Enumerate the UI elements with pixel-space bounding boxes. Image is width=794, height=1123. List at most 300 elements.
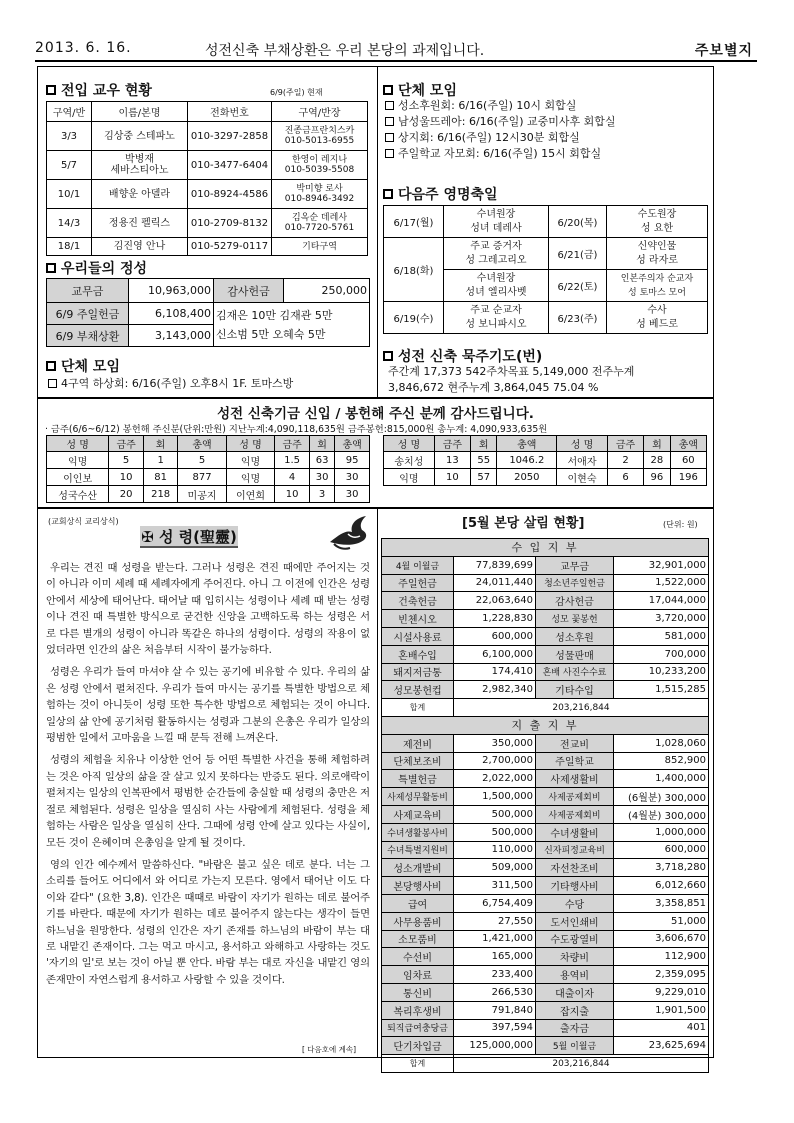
table-cell: 박병재 세바스티아노 [92,151,188,180]
item-amount: 51,000 [614,912,709,930]
feast-saint: 수도원장 성 요한 [607,206,708,238]
finance-title: [5월 본당 살림 현황] [462,516,585,531]
bulletin-title: 주보별지 [694,43,753,59]
table-cell: 5 [109,452,144,469]
table-cell: 20 [109,486,144,503]
column-header: 금주 [275,436,310,452]
square-bullet-icon [46,361,56,371]
item-label: 성모봉헌컵 [382,681,454,699]
table-row [382,1037,709,1055]
table-cell: 18/1 [47,238,92,256]
column-header: 이름/본명 [92,102,188,122]
rosary-line-2: 3,846,672 현주누계 3,864,045 75.04 % [388,381,599,394]
rosary-heading: 성전 신축 묵주기도(번) [383,346,542,366]
item-amount: 77,839,699 [454,556,536,574]
item-amount: 1,901,500 [614,1001,709,1019]
item-label: 돼지저금통 [382,663,454,681]
table-cell: 010-5279-0117 [188,238,272,256]
square-bullet-icon [46,85,56,95]
item-label: 수녀특별지원비 [382,841,454,859]
item-label: 제전비 [382,734,454,752]
item-amount: 600,000 [614,841,709,859]
checkbox-icon [48,379,57,388]
feast-date: 6/21(금) [549,238,607,270]
column-header: 총액 [497,436,557,452]
column-header: 성 명 [557,436,608,452]
item-amount: 1,000,000 [614,823,709,841]
item-label: 잡지출 [536,1001,614,1019]
item-amount: 1,400,000 [614,770,709,788]
column-header: 금주 [434,436,470,452]
item-label: 단기차입금 [382,1037,454,1055]
item-label: 임차료 [382,966,454,984]
page-header [35,36,757,62]
table-cell: 김진영 안나 [92,238,188,256]
item-amount: 397,594 [454,1019,536,1037]
column-header: 구역/반장 [272,102,368,122]
teacher-date-note: 6/9(주일) 현재 [270,88,323,97]
article-paragraph: 영의 인간 예수께서 말씀하신다. "바람은 불고 싶은 데로 분다. 너는 그 소리를 들어도 어디에서 와 어디로 가는지 모른다. 영에서 태어난 이도 다 이와 같다" (요한 3,8). 인간은 때때로 바람이 자기가 원하는 데로 불어주기를 바란다. 때문에 자기가 원하는 데로 불어주지 않는다는 생각이 들면 하느님을 원망한다. 성령의 인간은 자기 존재를 하느님의 바람이 부는 대로 내맡긴 존재이다. 그는 먹고 마시고, 용서하고 와해하고 사랑하는 것도 '자기의 일'로 보는 것이 아닐 뿐 안다. 바람 부는 대로 자신을 내맡긴 영의 존재만이 자연스럽게 용서하고 사랑할 수 있을 것이다. [46,858,370,986]
column-divider [377,66,378,398]
table-cell: 이현숙 [557,469,608,486]
table-row [47,122,368,151]
item-amount: 581,000 [614,627,709,645]
item-amount: 500,000 [454,823,536,841]
item-label: 수녀생활봉사비 [382,823,454,841]
item-label: 본당행사비 [382,877,454,895]
fund-left-table [46,435,370,503]
article-title: 성 령(聖靈) [158,528,237,546]
feast-date: 6/18(화) [384,238,444,302]
finance-unit: (단위: 원) [663,520,698,529]
item-label: 통신비 [382,983,454,1001]
table-row [382,734,709,752]
item-amount: 3,606,670 [614,930,709,948]
item-amount: 6,012,660 [614,877,709,895]
item-amount: 311,500 [454,877,536,895]
item-amount: 32,901,000 [614,556,709,574]
table-cell: 10 [109,469,144,486]
fund-right-table [383,435,707,486]
item-label: 자선찬조비 [536,859,614,877]
feast-saint: 주교 순교자 성 보니파시오 [444,302,549,334]
item-amount: 233,400 [454,966,536,984]
table-cell: 63 [309,452,334,469]
feast-date: 6/23(주) [549,302,607,334]
item-amount: 2,700,000 [454,752,536,770]
table-row [382,770,709,788]
parish-motto: 성전신축 부채상환은 우리 본당의 과제입니다. [205,43,485,59]
item-amount: 2,359,095 [614,966,709,984]
item-label: 소모품비 [382,930,454,948]
feast-saint: 수녀원장 성녀 데레사 [444,206,549,238]
total-label: 합계 [382,699,454,717]
item-label: 전교비 [536,734,614,752]
item-amount: 1,515,285 [614,681,709,699]
table-row [382,556,709,574]
article-title-box [140,526,238,548]
item-amount: 791,840 [454,1001,536,1019]
total-row [382,1055,709,1073]
table-cell: 30 [335,486,370,503]
section-title: 수 입 지 부 [382,539,709,557]
table-row [382,823,709,841]
offering-heading: 우리들의 정성 [46,258,147,278]
table-cell: 3/3 [47,122,92,151]
table-cell: 익명 [226,469,274,486]
column-header: 구역/반 [47,102,92,122]
square-bullet-icon [383,85,393,95]
item-label: 성모 꽃봉헌 [536,610,614,628]
item-amount: 700,000 [614,645,709,663]
item-label: 성소후원 [536,627,614,645]
group-left-item: 4구역 하상회: 6/16(주일) 오후8시 1F. 토마스방 [48,376,293,392]
item-label: 혼배 사진수수료 [536,663,614,681]
item-amount: 3,358,851 [614,894,709,912]
checkbox-icon [385,117,394,126]
table-row [382,592,709,610]
table-row [382,966,709,984]
total-row [382,699,709,717]
column-header: 회 [309,436,334,452]
group-item: 성소후원회: 6/16(주일) 10시 회합실 [385,98,616,114]
table-cell: 서애자 [557,452,608,469]
table-cell: 13 [434,452,470,469]
column-divider [377,508,378,1058]
fund-summary: · 금주(6/6~6/12) 봉헌해 주신분(단위:만원) 지난누계:4,090,118,635원 금주봉헌:815,000원 총누계: 4,090,933,635원 [45,424,548,435]
table-cell: 95 [335,452,370,469]
item-label: 사제교육비 [382,805,454,823]
item-amount: 1,500,000 [454,788,536,806]
table-cell: 2 [607,452,643,469]
group-left-heading: 단체 모임 [46,356,120,376]
item-amount: 852,900 [614,752,709,770]
table-header-row [384,436,707,452]
item-amount: 23,625,694 [614,1037,709,1055]
item-label: 수녀생활비 [536,823,614,841]
group-item: 남성울뜨레아: 6/16(주일) 교중미사후 회합실 [385,114,616,130]
table-row [47,452,370,469]
checkbox-icon [385,149,394,158]
group-right-heading: 단체 모임 [383,80,457,100]
feast-date: 6/20(목) [549,206,607,238]
item-amount: 266,530 [454,983,536,1001]
section-title: 지 출 지 부 [382,716,709,734]
feast-table [383,205,708,334]
table-cell: 1.5 [275,452,310,469]
item-label: 퇴직급여충당금 [382,1019,454,1037]
group-item: 주일학교 자모회: 6/16(주일) 15시 회합실 [385,146,616,162]
item-label: 교무금 [536,556,614,574]
table-cell: 이인보 [47,469,109,486]
table-cell: 57 [471,469,497,486]
offering-table [46,278,370,347]
table-cell: 김옥순 데레사 010-7720-5761 [272,209,368,238]
table-row [382,983,709,1001]
article-paragraph: 성령의 체험을 치유나 이상한 언어 등 어떤 특별한 사건을 통해 체험하려는 것은 아직 일상의 삶을 잘 살고 있지 못하다는 반증도 된다. 의로애락이 펼쳐지는 일상의 인복판에서 평범한 순간들에 충실할 때 성령의 충만은 저절로 체험된다. 성령은 일상을 열심히 사는 사람에게 체험된다. 성령을 체험하는 사람은 일상을 열심히 산다. 그때에 성령 안에 살고 있다는 사실이, 모든 것이 은혜이며 은총임을 알게 될 것이다. [46,754,370,849]
table-cell: 2050 [497,469,557,486]
feast-date: 6/19(수) [384,302,444,334]
column-header: 성 명 [47,436,109,452]
table-cell: 14/3 [47,209,92,238]
table-row [382,574,709,592]
table-cell: 010-3297-2858 [188,122,272,151]
table-cell: 218 [143,486,177,503]
item-label: 도서인쇄비 [536,912,614,930]
table-cell: 박미향 로사 010-8946-3492 [272,180,368,209]
item-amount: 1,522,000 [614,574,709,592]
table-row [384,452,707,469]
table-row [47,486,370,503]
article-continued: [ 다음호에 계속] [302,1045,357,1054]
rosary-line-1: 주간계 17,373 542주차목표 5,149,000 전주누계 [388,365,635,378]
item-amount: 3,718,280 [614,859,709,877]
item-label: 기타행사비 [536,877,614,895]
item-label: 시설사용료 [382,627,454,645]
table-cell: 81 [143,469,177,486]
item-amount: 1,228,830 [454,610,536,628]
item-label: 차량비 [536,948,614,966]
feast-saint: 수녀원장 성녀 엘리사벳 [444,270,549,302]
item-amount: 27,550 [454,912,536,930]
feast-saint: 신약인물 성 라자로 [607,238,708,270]
item-label: 수당 [536,894,614,912]
checkbox-icon [385,101,394,110]
item-label: 신자피정교육비 [536,841,614,859]
item-amount: 6,754,409 [454,894,536,912]
offering-label: 교무금 [47,279,129,303]
table-row [382,805,709,823]
table-cell: 28 [644,452,670,469]
table-cell: 1 [143,452,177,469]
table-cell: 익명 [226,452,274,469]
table-row [382,645,709,663]
column-header: 총액 [335,436,370,452]
table-cell: 10/1 [47,180,92,209]
table-cell: 진종금프란치스카 010-5013-6955 [272,122,368,151]
table-row [382,841,709,859]
group-item: 상지회: 6/16(주일) 12시30분 회합실 [385,130,616,146]
item-label: 급여 [382,894,454,912]
table-row [382,627,709,645]
column-header: 회 [471,436,497,452]
table-row [47,180,368,209]
column-header: 성 명 [384,436,435,452]
table-cell: 배향운 아델라 [92,180,188,209]
column-header: 회 [644,436,670,452]
table-row [382,859,709,877]
thanks-donors: 김재은 10만 김재관 5만 신소범 5만 오혜숙 5만 [214,303,370,347]
table-row [382,877,709,895]
column-header: 성 명 [226,436,274,452]
group-right-list [385,98,616,162]
table-cell: 10 [275,486,310,503]
item-label: 사무용품비 [382,912,454,930]
table-cell: 010-2709-8132 [188,209,272,238]
item-label: 4월 이월금 [382,556,454,574]
item-label: 기타수입 [536,681,614,699]
item-label: 성물판매 [536,645,614,663]
table-cell: 010-3477-6404 [188,151,272,180]
teacher-heading: 전입 교우 현황 [46,80,152,100]
item-label: 대출이자 [536,983,614,1001]
feast-heading: 다음주 영명축일 [383,184,498,204]
offering-value: 6,108,400 [129,303,214,325]
item-label: 용역비 [536,966,614,984]
item-label: 특별헌금 [382,770,454,788]
feast-saint: 수사 성 베드로 [607,302,708,334]
table-cell: 김상중 스테파노 [92,122,188,151]
table-row [382,752,709,770]
column-header: 금주 [607,436,643,452]
item-amount: 600,000 [454,627,536,645]
item-amount: 10,233,200 [614,663,709,681]
column-header: 전화번호 [188,102,272,122]
item-amount: 112,900 [614,948,709,966]
table-cell: 한영이 레지나 010-5039-5508 [272,151,368,180]
fund-title: 성전 신축기금 신입 / 봉헌해 주신 분께 감사드립니다. [217,406,534,422]
article-paragraph: 성령은 우리가 들여 마셔야 살 수 있는 공기에 비유할 수 있다. 우리의 삶은 성령 안에서 펼쳐진다. 우리가 들여 마시는 공기를 특별한 방법으로 체험하는 것이 아니듯이 성령 또한 특수한 방법으로 체험되는 것이 아니다. 일상의 삶 안에 공기처럼 활동하시는 성령과 그분의 은총은 우리가 일상의 평범한 일에서 고마움을 느낄 때 문득 전해 느껴온다. [46,666,370,745]
table-header-row [47,102,368,122]
offering-label: 6/9 부채상환 [47,325,129,347]
thanks-value: 250,000 [284,279,370,303]
table-row [382,912,709,930]
square-bullet-icon [383,189,393,199]
item-label: 수선비 [382,948,454,966]
item-label: 사제생활비 [536,770,614,788]
total-value: 203,216,844 [454,1055,709,1073]
offering-value: 10,963,000 [129,279,214,303]
item-amount: 2,982,340 [454,681,536,699]
item-amount: 509,000 [454,859,536,877]
table-row [382,930,709,948]
feast-date: 6/17(월) [384,206,444,238]
square-bullet-icon [383,351,393,361]
item-amount: 125,000,000 [454,1037,536,1055]
item-amount: 17,044,000 [614,592,709,610]
table-row [47,469,370,486]
article-body [46,560,370,994]
section-title-row [382,539,709,557]
item-label: 출자금 [536,1019,614,1037]
table-cell: 5 [178,452,226,469]
item-label: 성소개발비 [382,859,454,877]
table-cell: 10 [434,469,470,486]
item-amount: 500,000 [454,805,536,823]
offering-label: 6/9 주일헌금 [47,303,129,325]
article-paragraph: 우리는 견진 때 성령을 받는다. 그러나 성령은 견진 때에만 주어지는 것이 아니라 이미 세례 때 세례자에게 주어진다. 아니 그 이전에 인간은 성령 안에서 세상에 태어난다. 태어날 때 입히시는 성령이나 세례 때 받는 성령이나 견진 때 특별한 방식으로 굳건한 신앙을 고백하도록 하는 성령은 서로 다른 별개의 성령이 아니라 똑같은 하나의 성령이다. 성령의 작용이 없었더라면 인간의 삶은 처음부터 시작이 불가능하다. [46,562,370,657]
table-row [47,209,368,238]
item-amount: 110,000 [454,841,536,859]
item-amount: 9,229,010 [614,983,709,1001]
section-title-row [382,716,709,734]
item-label: 혼배수입 [382,645,454,663]
table-cell: 이연희 [226,486,274,503]
table-row [47,151,368,180]
table-row [382,1001,709,1019]
table-cell: 30 [309,469,334,486]
column-header: 총액 [670,436,706,452]
table-cell: 55 [471,452,497,469]
column-header: 회 [143,436,177,452]
table-cell: 익명 [384,469,435,486]
item-label: 사제성무활동비 [382,788,454,806]
table-cell: 3 [309,486,334,503]
item-amount: (4월분) 300,000 [614,805,709,823]
table-cell: 96 [644,469,670,486]
feast-saint: 주교 증거자 성 그레고리오 [444,238,549,270]
table-cell: 정용진 펠릭스 [92,209,188,238]
total-label: 합계 [382,1055,454,1073]
table-row [382,663,709,681]
checkbox-icon [385,133,394,142]
column-header: 금주 [109,436,144,452]
item-amount: 174,410 [454,663,536,681]
item-label: 수도광열비 [536,930,614,948]
item-amount: (6월분) 300,000 [614,788,709,806]
table-cell: 1046.2 [497,452,557,469]
table-cell: 196 [670,469,706,486]
bulletin-date: 2013. 6. 16. [35,40,132,56]
item-label: 5월 이월금 [536,1037,614,1055]
table-header-row [47,436,370,452]
table-cell: 60 [670,452,706,469]
table-row [384,469,707,486]
item-amount: 2,022,000 [454,770,536,788]
feast-saint: 인본주의자 순교자 성 토마스 모어 [607,270,708,302]
dove-icon [326,512,370,552]
table-cell: 송치성 [384,452,435,469]
table-cell: 4 [275,469,310,486]
item-amount: 350,000 [454,734,536,752]
offering-value: 3,143,000 [129,325,214,347]
table-cell: 010-8924-4586 [188,180,272,209]
item-amount: 6,100,000 [454,645,536,663]
finance-table [381,538,709,1073]
table-cell: 미공지 [178,486,226,503]
square-bullet-icon [46,263,56,273]
item-amount: 401 [614,1019,709,1037]
item-label: 건축헌금 [382,592,454,610]
item-label: 빈첸시오 [382,610,454,628]
item-amount: 165,000 [454,948,536,966]
item-label: 사제공제회비 [536,805,614,823]
table-row [382,788,709,806]
item-label: 청소년주일헌금 [536,574,614,592]
feast-date: 6/22(토) [549,270,607,302]
table-row [382,610,709,628]
item-amount: 24,011,440 [454,574,536,592]
cross-icon: ✠ [141,528,154,546]
item-amount: 22,063,640 [454,592,536,610]
item-label: 사제공제회비 [536,788,614,806]
column-header: 총액 [178,436,226,452]
item-amount: 1,421,000 [454,930,536,948]
transfer-table [46,101,368,256]
article-tag: (교회상식 교리상식) [48,517,119,526]
table-cell: 익명 [47,452,109,469]
item-label: 단체보조비 [382,752,454,770]
table-cell: 성국수산 [47,486,109,503]
table-cell: 5/7 [47,151,92,180]
thanks-label: 감사헌금 [214,279,284,303]
total-value: 203,216,844 [454,699,709,717]
item-amount: 1,028,060 [614,734,709,752]
table-row [382,948,709,966]
table-cell: 6 [607,469,643,486]
table-row [382,681,709,699]
table-row [382,894,709,912]
